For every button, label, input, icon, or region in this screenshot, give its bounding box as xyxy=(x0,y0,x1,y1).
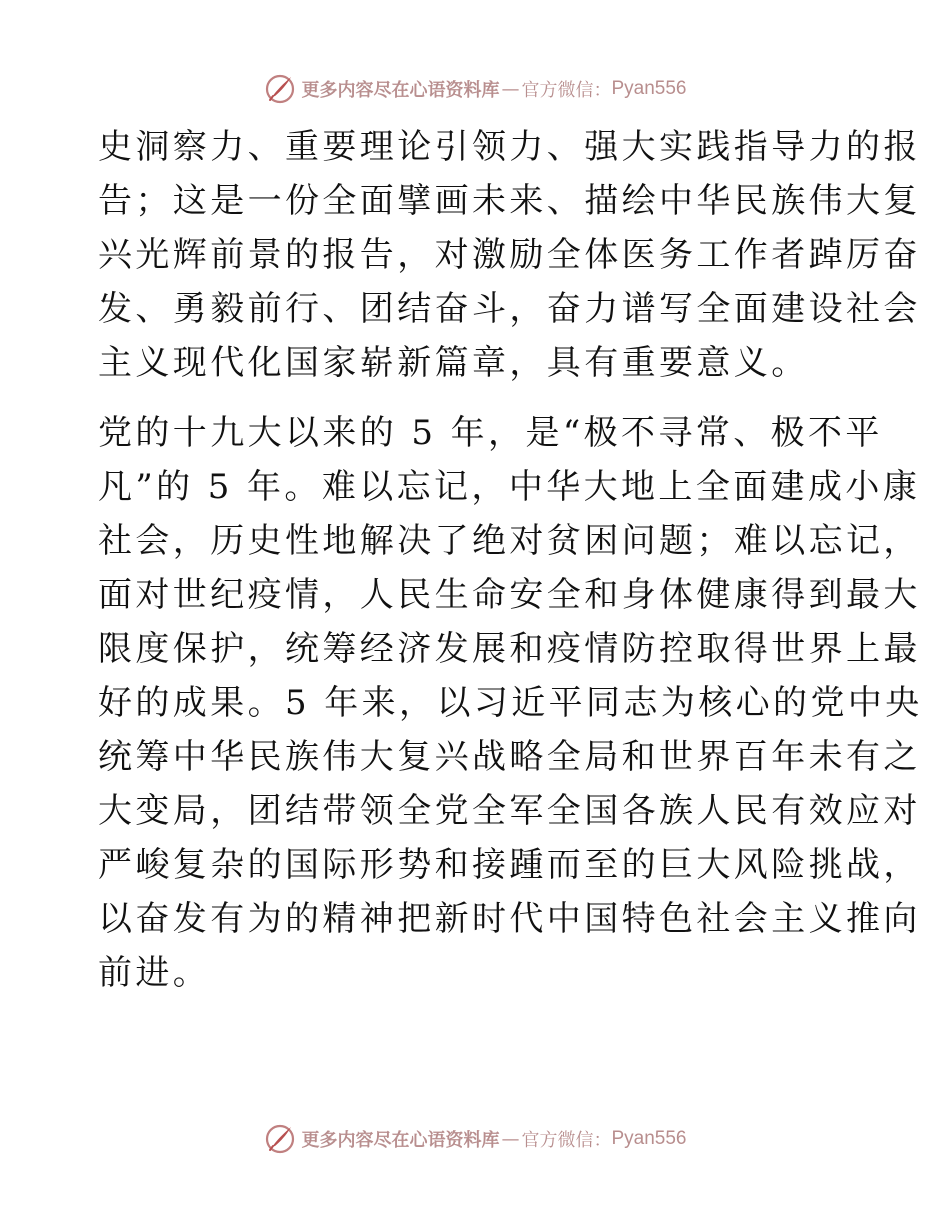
text-line: 史洞察力、重要理论引领力、强大实践指导力的报 xyxy=(98,127,921,167)
document-body xyxy=(98,120,923,1000)
text-line: 凡”的 5 年。难以忘记，中华大地上全面建成小康 xyxy=(98,467,921,507)
text-line: 限度保护，统筹经济发展和疫情防控取得世界上最 xyxy=(98,629,921,669)
text-line: 统筹中华民族伟大复兴战略全局和世界百年未有之 xyxy=(98,737,921,777)
footer-wechat-label: 官方微信： xyxy=(521,1130,612,1151)
text-line: 严峻复杂的国际形势和接踵而至的巨大风险挑战， xyxy=(98,845,921,885)
header-wechat-id: Pyan556 xyxy=(611,78,687,99)
text-line: 主义现代化国家崭新篇章，具有重要意义。 xyxy=(98,343,809,383)
text-line: 社会，历史性地解决了绝对贫困问题；难以忘记， xyxy=(98,521,921,561)
text-line: 以奋发有为的精神把新时代中国特色社会主义推向 xyxy=(98,899,921,939)
text-line: 好的成果。5 年来，以习近平同志为核心的党中央 xyxy=(98,683,923,723)
text-line: 兴光辉前景的报告，对激励全体医务工作者踔厉奋 xyxy=(98,235,921,275)
quill-logo-icon xyxy=(263,72,297,106)
text-line: 前进。 xyxy=(98,953,211,993)
text-line: 发、勇毅前行、团结奋斗，奋力谱写全面建设社会 xyxy=(98,289,921,329)
footer-site-label: 更多内容尽在心语资料库 xyxy=(301,1130,500,1151)
header-separator: — xyxy=(501,78,520,100)
header-banner xyxy=(0,72,950,106)
paragraph-2 xyxy=(98,406,923,1000)
header-wechat-label: 官方微信： xyxy=(521,80,612,101)
footer-separator: — xyxy=(501,1128,520,1150)
text-line: 党的十九大以来的 5 年，是“极不寻常、极不平 xyxy=(98,413,883,453)
footer-banner xyxy=(0,1122,950,1156)
paragraph-1 xyxy=(98,120,921,390)
text-line: 面对世纪疫情，人民生命安全和身体健康得到最大 xyxy=(98,575,921,615)
header-site-label: 更多内容尽在心语资料库 xyxy=(301,80,500,101)
quill-logo-icon xyxy=(263,1122,297,1156)
text-line: 大变局，团结带领全党全军全国各族人民有效应对 xyxy=(98,791,921,831)
footer-wechat-id: Pyan556 xyxy=(611,1128,687,1149)
text-line: 告；这是一份全面擘画未来、描绘中华民族伟大复 xyxy=(98,181,921,221)
